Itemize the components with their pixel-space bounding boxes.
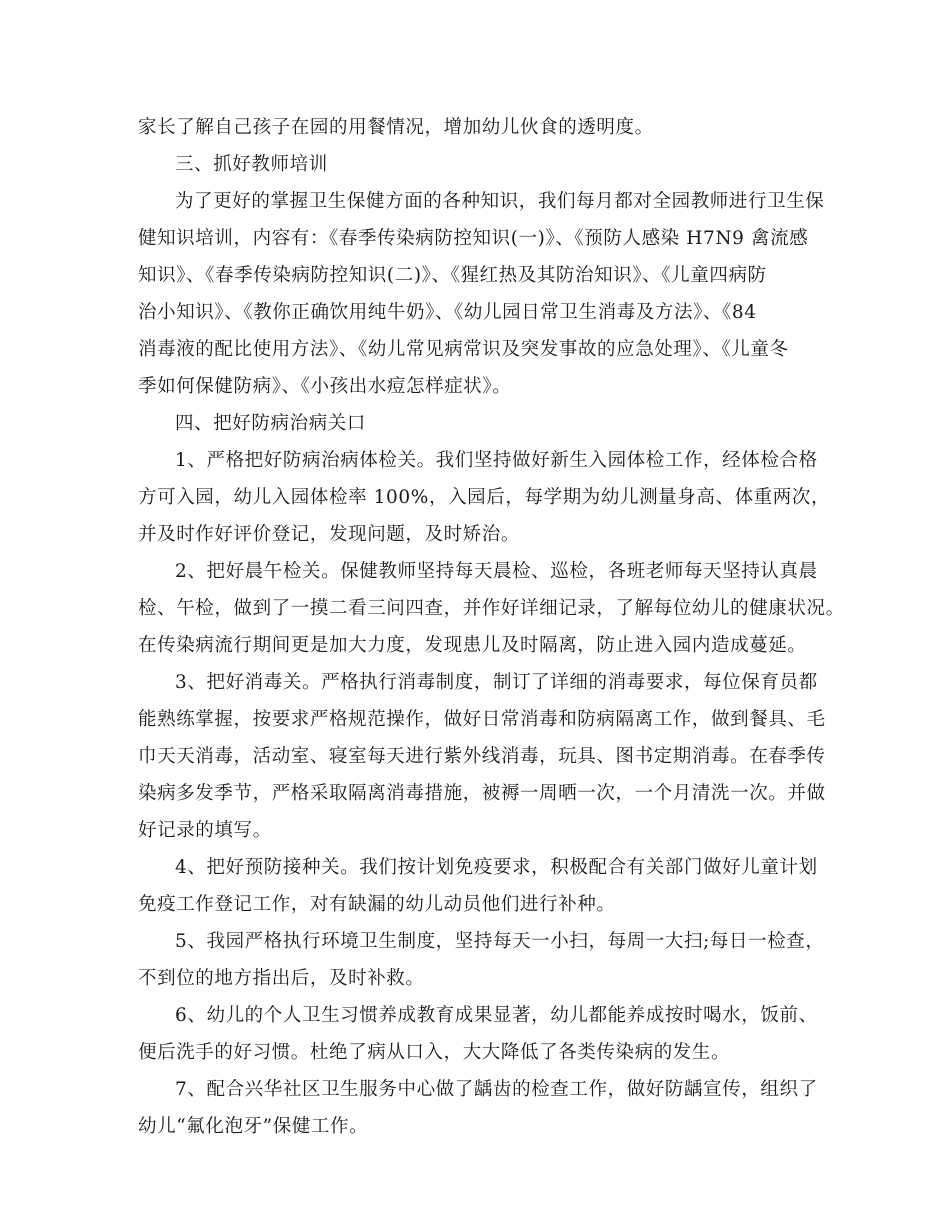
paragraph-first-line: 3、把好消毒关。严格执行消毒制度，制订了详细的消毒要求，每位保育员都 (175, 672, 818, 693)
text-line: 知识》、《春季传染病防控知识(二)》、《猩红热及其防治知识》、《儿童四病防 (138, 265, 767, 286)
text-line: 好记录的填写。 (138, 820, 272, 841)
text-line: 能熟练掌握，按要求严格规范操作，做好日常消毒和防病隔离工作，做到餐具、毛 (138, 709, 826, 730)
text-line: 并及时作好评价登记，发现问题，及时矫治。 (138, 524, 521, 545)
text-line: 家长了解自己孩子在园的用餐情况，增加幼儿伙食的透明度。 (138, 117, 654, 138)
section-heading: 四、把好防病治病关口 (175, 413, 367, 434)
text-line: 季如何保健防病》、《小孩出水痘怎样症状》。 (138, 376, 512, 397)
text-line: 幼儿“氟化泡牙”保健工作。 (138, 1116, 369, 1137)
text-line: 消毒液的配比使用方法》、《幼儿常见病常识及突发事故的应急处理》、《儿童冬 (138, 339, 789, 360)
text-line: 检、午检，做到了一摸二看三问四查，并作好详细记录，了解每位幼儿的健康状况。 (138, 598, 845, 619)
text-line: 染病多发季节，严格采取隔离消毒措施，被褥一周晒一次，一个月清洗一次。并做 (138, 783, 826, 804)
paragraph-first-line: 7、配合兴华社区卫生服务中心做了龋齿的检查工作，做好防龋宣传，组织了 (175, 1079, 818, 1100)
paragraph-first-line: 为了更好的掌握卫生保健方面的各种知识，我们每月都对全园教师进行卫生保 (175, 191, 825, 212)
paragraph-first-line: 5、我园严格执行环境卫生制度，坚持每天一小扫，每周一大扫;每日一检查， (175, 931, 825, 952)
text-line: 方可入园，幼儿入园体检率 100%，入园后，每学期为幼儿测量身高、体重两次， (138, 487, 831, 508)
paragraph-first-line: 6、幼儿的个人卫生习惯养成教育成果显著，幼儿都能养成按时喝水，饭前、 (175, 1005, 818, 1026)
section-heading: 三、抓好教师培训 (175, 154, 328, 175)
text-line: 巾天天消毒，活动室、寝室每天进行紫外线消毒，玩具、图书定期消毒。在春季传 (138, 746, 826, 767)
text-line: 治小知识》、《教你正确饮用纯牛奶》、《幼儿园日常卫生消毒及方法》、《84 (138, 302, 757, 323)
paragraph-first-line: 4、把好预防接种关。我们按计划免疫要求，积极配合有关部门做好儿童计划 (175, 857, 818, 878)
text-line: 免疫工作登记工作，对有缺漏的幼儿动员他们进行补种。 (138, 894, 616, 915)
paragraph-first-line: 2、把好晨午检关。保健教师坚持每天晨检、巡检，各班老师每天坚持认真晨 (175, 561, 818, 582)
text-line: 不到位的地方指出后，及时补救。 (138, 968, 425, 989)
text-line: 健知识培训，内容有：《春季传染病防控知识(一)》、《预防人感染 H7N9 禽流感 (138, 228, 809, 249)
paragraph-first-line: 1、严格把好防病治病体检关。我们坚持做好新生入园体检工作，经体检合格 (175, 450, 818, 471)
text-line: 在传染病流行期间更是加大力度，发现患儿及时隔离，防止进入园内造成蔓延。 (138, 635, 807, 656)
text-line: 便后洗手的好习惯。杜绝了病从口入，大大降低了各类传染病的发生。 (138, 1042, 731, 1063)
